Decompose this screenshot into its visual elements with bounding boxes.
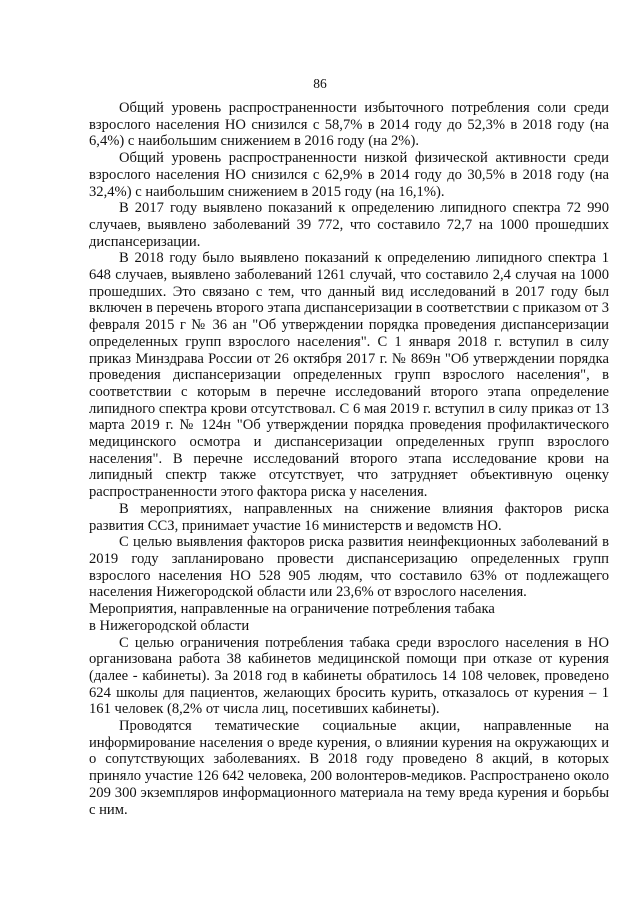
paragraph-physical-activity: Общий уровень распространенности низкой физической активности среди взрослого населения НО снизился с 62,9% в 2014 году до 30,5% в 2018 году (на 32,4%) с наибольшим снижением в 2015 году (на 16,1%). — [89, 150, 609, 200]
paragraph-ministries: В мероприятиях, направленных на снижение влияния факторов риска развития ССЗ, принимает участие 16 министерств и ведомств НО. — [89, 500, 609, 534]
paragraph-social-actions: Проводятся тематические социальные акции, направленные на информирование населения о вреде курения, о влиянии курения на окружающих и о сопутствующих заболеваниях. В 2018 году проведено 8 акций, в которых приняло участие 126 642 человека, 200 волонтеров-медиков. Распространено около 209 300 экземпляров информационного материала на тему вреда курения и борьбы с ним. — [89, 718, 609, 818]
paragraph-lipid-2018: В 2018 году было выявлено показаний к определению липидного спектра 1 648 случаев, выявлено заболеваний 1261 случай, что составило 2,4 случая на 1000 прошедших. Это связано с тем, что данный вид исследований в 2017 году был включен в перечень второго этапа диспансеризации в соответствии с приказом от 3 февраля 2015 г № 36 ан "Об утверждении порядка проведения диспансеризации определенных групп взрослого населения". С 1 января 2018 г. вступил в силу приказ Минздрава России от 26 октября 2017 г. № 869н "Об утверждении порядка проведения диспансеризации определенных групп взрослого населения", в соответствии с которым в перечне исследований второго этапа определение липидного спектра крови отсутствовал. С 6 мая 2019 г. вступил в силу приказ от 13 марта 2019 г. № 124н "Об утверждении порядка проведения профилактического медицинского осмотра и диспансеризации определенных групп взрослого населения". В перечне исследований второго этапа исследование крови на липидный спектр также отсутствует, что затрудняет объективную оценку распространенности этого фактора риска у населения. — [89, 250, 609, 501]
section-title-line-1: Мероприятия, направленные на ограничение потребления табака — [89, 601, 495, 618]
paragraph-lipid-2017: В 2017 году выявлено показаний к определению липидного спектра 72 990 случаев, выявлено заболеваний 39 772, что составило 72,7 на 1000 прошедших диспансеризации. — [89, 200, 609, 250]
paragraph-dispensary-2019: С целью выявления факторов риска развития неинфекционных заболеваний в 2019 году запланировано провести диспансеризацию определенных групп взрослого населения НО 528 905 людям, что составило 63% от подлежащего населения Нижегородской области или 23,6% от взрослого населения. — [89, 534, 609, 601]
paragraph-salt-consumption: Общий уровень распространенности избыточного потребления соли среди взрослого населения НО снизился с 58,7% в 2014 году до 52,3% в 2018 году (на 6,4%) с наибольшим снижением в 2016 году (на 2%). — [89, 100, 609, 150]
section-title-line-2: в Нижегородской области — [89, 617, 250, 634]
page-number: 86 — [313, 76, 327, 91]
section-title — [89, 601, 609, 634]
document-body — [89, 100, 609, 818]
paragraph-smoking-cabinets: С целью ограничения потребления табака среди взрослого населения в НО организована работа 38 кабинетов медицинской помощи при отказе от курения (далее - кабинеты). За 2018 год в кабинеты обратилось 14 108 человек, проведено 624 школы для пациентов, желающих бросить курить, отказалось от курения – 1 161 человек (8,2% от числа лиц, посетивших кабинеты). — [89, 634, 609, 718]
